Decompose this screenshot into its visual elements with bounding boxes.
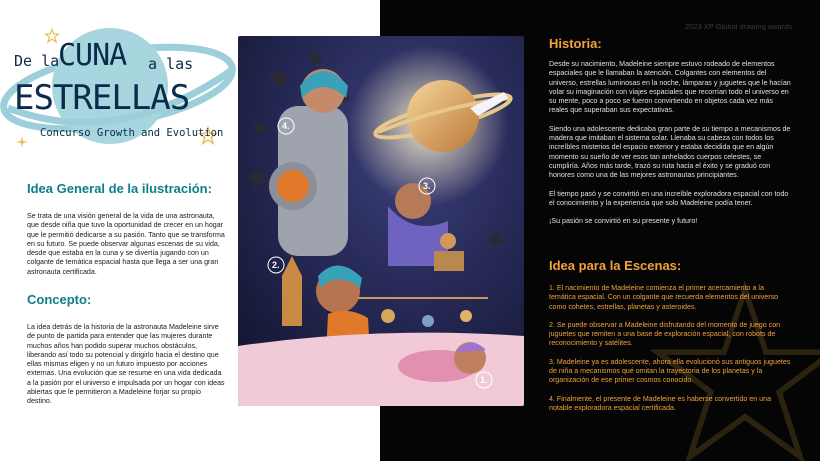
idea-general-heading: Idea General de la ilustración: <box>27 181 212 196</box>
title-cuna: CUNA <box>58 38 127 73</box>
title-de-la: De la <box>14 52 60 70</box>
idea-general-text: Se trata de una visión general de la vida de una astronauta, que desde niña que tuvo la oportunidad de crecer en un hogar que le permitió dedicarse a su pasión. Tanto que se transforma en su futuro. Se puede observar algunas escenas de su vida, desde que estaba en la cuna y se divertía jugando con un colgante de temática espacial hasta que llega a ser una gran astronauta certificada. <box>27 212 225 276</box>
illustration-art <box>238 36 524 406</box>
award-label: 2023 XP Global drawing awards <box>684 22 792 31</box>
historia-paragraph: Siendo una adolescente dedicaba gran parte de su tiempo a mecanismos de madera que imitaban el sistema solar. Llenaba su cabeza con todos los increíbles misterios del espacio exterior y estaba decidida que en algún momento su sueño de ver esos tan anhelados cuerpos celestes, se cumpliría. Años más tarde, trazó su ruta hacia el éxito y se graduó con honores como una de las mejores astronautas principiantes. <box>549 124 791 180</box>
contest-subtitle: Concurso Growth and Evolution <box>40 127 224 139</box>
historia-text <box>549 60 792 235</box>
historia-paragraph: ¡Su pasión se convirtió en su presente y futuro! <box>549 217 698 226</box>
scene-label-2: 2. <box>272 260 280 270</box>
escenas-list <box>549 284 792 422</box>
scene-label-3: 3. <box>423 181 431 191</box>
scene-label-4: 4. <box>282 121 290 131</box>
escena-item: 2. Se puede observar a Madeleine disfrutando del momento de juego con juguetes que remiten a una base de exploración espacial, con robots de reconocimiento y satélites. <box>549 320 781 348</box>
sparkle-icon <box>16 136 28 148</box>
historia-heading: Historia: <box>549 36 602 51</box>
historia-paragraph: El tiempo pasó y se convirtió en una increíble exploradora espacial con todo el conocimiento y la experiencia que solo Madeleine podía tener. <box>549 189 789 207</box>
escenas-heading: Idea para la Escenas: <box>549 258 682 273</box>
title-a-las: a las <box>148 55 194 73</box>
historia-paragraph: Desde su nacimiento, Madeleine siempre estuvo rodeado de elementos espaciales que le llamaban la atención. Colgantes con elementos del universo, estrellas luminosas en la noche, lámparas y juguetes que le hacían volar su imaginación con viajes espaciales que recorrían todo el universo en su mente, poco a poco se fueron convirtiendo en objetos cada vez más reales que superaban sus expectativas. <box>549 60 791 115</box>
escena-item: 3. Madeleine ya es adolescente, ahora ella evolucionó sus antiguos juguetes de niña a mecanismos qué omitan la trayectoria de los planetas y la organización de ese primer cosmos conocido. <box>549 357 791 385</box>
title-estrellas: ESTRELLAS <box>14 78 190 118</box>
concepto-heading: Concepto: <box>27 292 92 307</box>
escena-item: 1. El nacimiento de Madeleine comienza el primer acercamiento a la temática espacial. Con un colgante que recuerda elementos del universo como cohetes, estrellas, planetas y asteroides. <box>549 284 779 311</box>
escena-item: 4. Finalmente, el presente de Madeleine es haberse convertido en una notable exploradora espacial certificada. <box>549 394 772 412</box>
concepto-text: La idea detrás de la historia de la astronauta Madeleine sirve de punto de partida para entender que las mujeres durante muchos años han podido superar muchos obstáculos, liberando así todo su potencial y dirigirlo hacia el destino que ellas mismas eligen y no un futuro impuesto por acciones externas. Una evolución que se resume en una vida dedicada a la pasión por el universo e impulsada por un hogar con ideas abiertas que le permitieron a Madeleine forjar su propio destino. <box>27 323 225 406</box>
astronaut-illustration <box>238 36 524 406</box>
scene-label-1: 1. <box>480 375 488 385</box>
